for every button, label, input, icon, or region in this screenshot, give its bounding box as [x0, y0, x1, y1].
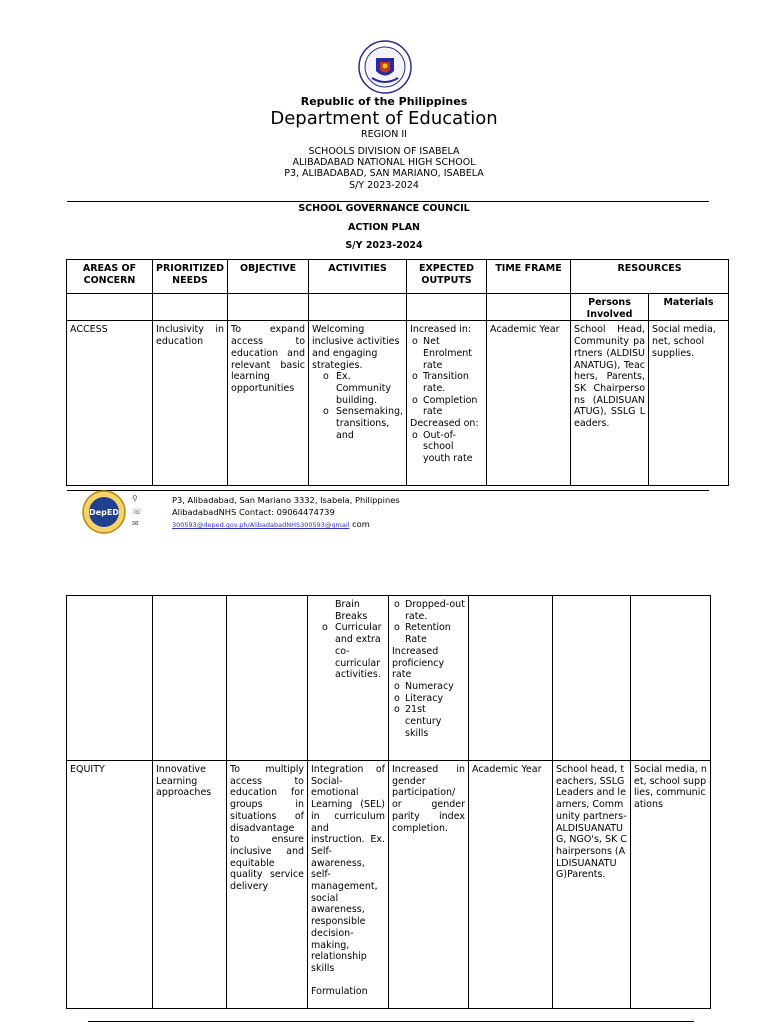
- need-cell: Innovative Learning approaches: [153, 761, 227, 1009]
- bottom-divider: [88, 1021, 694, 1022]
- header-divider: [67, 201, 709, 202]
- header-areas: AREAS OF CONCERN: [67, 260, 153, 294]
- address-text: P3, ALIBADABAD, SAN MARIANO, ISABELA: [284, 168, 484, 179]
- list-item: o Dropped-out rate.: [402, 599, 465, 622]
- phone-icon: ☏: [132, 507, 143, 516]
- footer-divider: [67, 490, 709, 491]
- department-heading: Department of Education: [270, 108, 498, 129]
- list-item: o Literacy: [402, 693, 465, 705]
- subheader-persons: Persons Involved: [571, 294, 649, 321]
- header-outputs: EXPECTED OUTPUTS: [407, 260, 487, 294]
- list-item: Brain Breaks: [335, 599, 368, 622]
- logo-text: DepED: [89, 508, 119, 517]
- outputs-cell: Increased in: o Net Enrolment rate o Transition rate. o Completion rate Decreased on: o Out-of-school youth rate: [407, 321, 487, 486]
- plan-school-year: S/Y 2023-2024: [345, 240, 423, 251]
- table-row: [67, 596, 711, 761]
- region-text: REGION II: [361, 129, 407, 140]
- action-plan-title: ACTION PLAN: [348, 222, 420, 233]
- timeframe-cell: Academic Year: [487, 321, 571, 486]
- header-timeframe: TIME FRAME: [487, 260, 571, 294]
- division-text: SCHOOLS DIVISION OF ISABELA: [308, 146, 460, 157]
- header-activities: ACTIVITIES: [309, 260, 407, 294]
- subheader-materials: Materials: [649, 294, 729, 321]
- outputs-cell: o Dropped-out rate. o Retention Rate Increased proficiency rate o Numeracy o Literacy o 21st century skills: [389, 596, 469, 761]
- area-cell: ACCESS: [67, 321, 153, 486]
- deped-logo-icon: [80, 490, 128, 534]
- need-cell: Inclusivity in education: [153, 321, 228, 486]
- table-row: [67, 761, 711, 1009]
- school-text: ALIBADABAD NATIONAL HIGH SCHOOL: [292, 157, 476, 168]
- objective-cell: To expand access to education and relevant basic learning opportunities: [228, 321, 309, 486]
- header-resources: RESOURCES: [571, 260, 729, 294]
- list-item: o Ex. Community building.: [336, 371, 403, 406]
- header-needs: PRIORITIZED NEEDS: [153, 260, 228, 294]
- action-plan-table-continued: [66, 595, 711, 1009]
- footer-email-link[interactable]: 300593@deped.gov.ph/AlibadabadNHS300593@gmail: [172, 521, 350, 529]
- persons-cell: School head, teachers, SSLG Leaders and learners, Community partners-ALDISUANATUG, NGO's, SK Chairpersons (ALDISUANATUG)Parents.: [553, 761, 631, 1009]
- objective-cell: To multiply access to education for groups in situations of disadvantage to ensure inclusive and equitable quality service delivery: [227, 761, 308, 1009]
- location-icon: ⚲: [132, 494, 138, 503]
- council-title: SCHOOL GOVERNANCE COUNCIL: [298, 203, 470, 214]
- footer-address: P3, Alibadabad, San Mariano 3332, Isabela, Philippines: [172, 495, 400, 505]
- footer-contact: AlibadabadNHS Contact: 09064474739: [172, 507, 335, 517]
- header-objective: OBJECTIVE: [228, 260, 309, 294]
- action-plan-table: [66, 259, 729, 486]
- list-item: o Completion rate: [420, 395, 483, 418]
- footer-email-line: 300593@deped.gov.ph/AlibadabadNHS300593@gmail com: [172, 519, 370, 529]
- list-item: o 21st century skills: [402, 704, 465, 739]
- list-item: o Curricular and extra co-curricular activities.: [335, 622, 385, 681]
- persons-cell: School Head, Community partners (ALDISUANATUG), Teachers, Parents, SK Chairpersons (ALDISUANATUG), SSLG Leaders.: [571, 321, 649, 486]
- table-row: [67, 321, 729, 486]
- list-item: o Sensemaking, transitions, and: [336, 406, 403, 441]
- republic-heading: Republic of the Philippines: [300, 95, 468, 108]
- activities-cell: Welcoming inclusive activities and engaging strategies. o Ex. Community building. o Sensemaking, transitions, and: [309, 321, 407, 486]
- list-item: o Out-of-school youth rate: [420, 430, 483, 465]
- school-year-text: S/Y 2023-2024: [349, 180, 419, 191]
- materials-cell: Social media, net, school supplies, communications: [631, 761, 711, 1009]
- mail-icon: ✉: [132, 519, 139, 528]
- outputs-cell: Increased in gender participation/ or gender parity index completion.: [389, 761, 469, 1009]
- materials-cell: Social media, net, school supplies.: [649, 321, 729, 486]
- deped-seal-icon: [358, 40, 412, 94]
- list-item: o Retention Rate: [402, 622, 465, 645]
- list-item: o Numeracy: [402, 681, 465, 693]
- list-item: o Net Enrolment rate: [420, 336, 483, 371]
- area-cell: EQUITY: [67, 761, 153, 1009]
- activities-cell: [308, 596, 389, 761]
- list-item: o Transition rate.: [420, 371, 483, 394]
- activities-cell: Integration of Social-emotional Learning (SEL) in curriculum and instruction. Ex. Self-awareness, self-management, social awareness, responsible decision-making, relationship skills Formulation: [308, 761, 389, 1009]
- timeframe-cell: Academic Year: [469, 761, 553, 1009]
